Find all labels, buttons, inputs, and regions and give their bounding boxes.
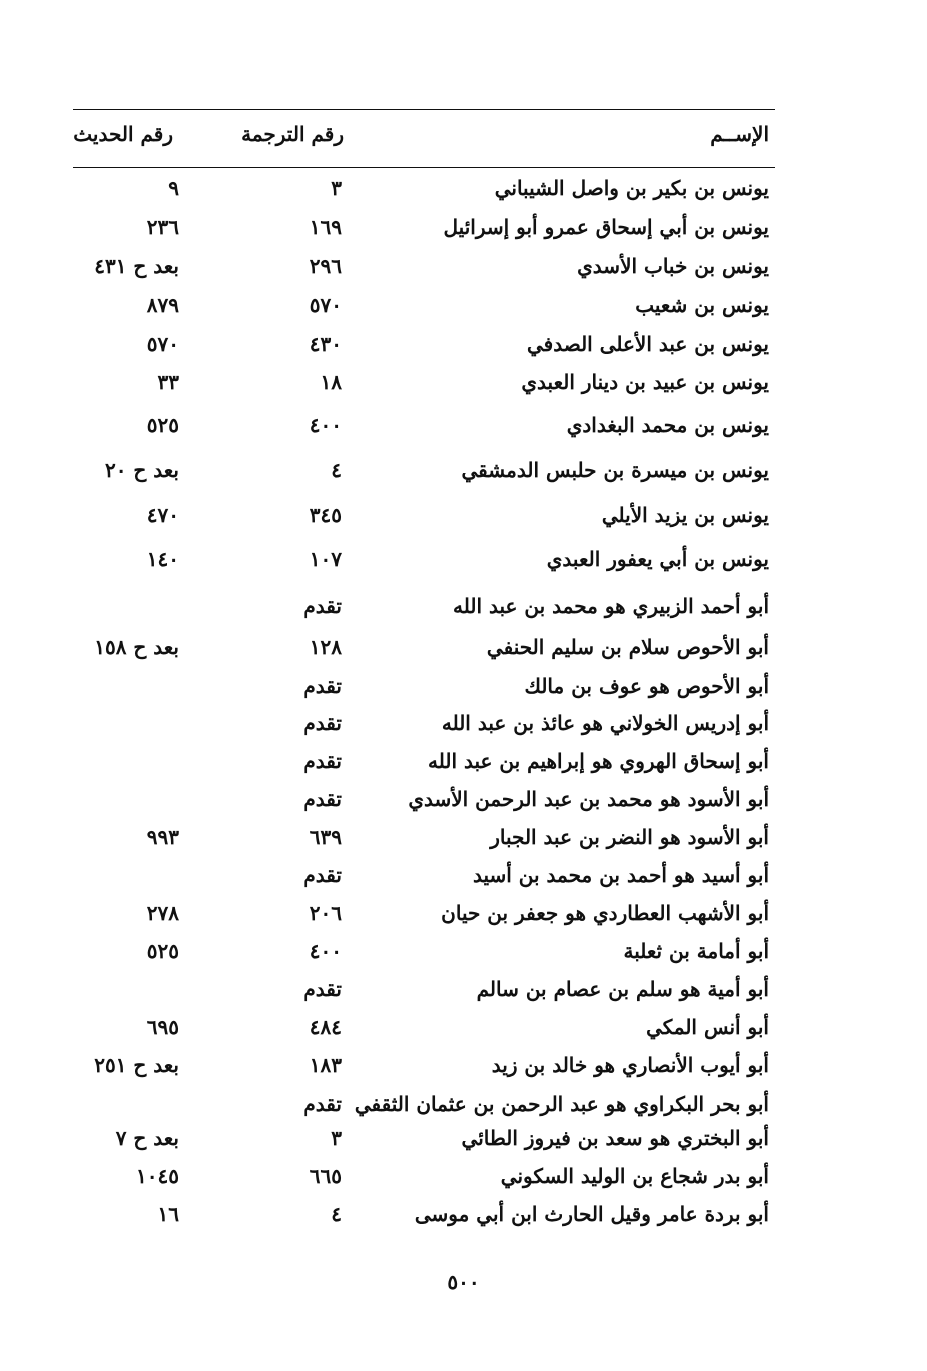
column-header-biography-number: رقم الترجمة — [241, 122, 344, 146]
table-row — [0, 252, 927, 288]
narrator-name: يونس بن عبد الأعلى الصدفي — [527, 332, 769, 356]
table-row — [0, 411, 927, 447]
column-header-name: الإســم — [710, 122, 769, 146]
narrator-name: أبو إدريس الخولاني هو عائذ بن عبد الله — [441, 711, 769, 735]
biography-number: تقدم — [303, 787, 342, 811]
table-row — [0, 368, 927, 404]
narrator-name: أبو الأسود هو النضر بن عبد الجبار — [490, 825, 769, 849]
table-row — [0, 672, 927, 708]
biography-number: ١٨ — [320, 370, 342, 394]
biography-number: ٤ — [331, 458, 342, 482]
hadith-number: ٩٩٣ — [146, 825, 179, 849]
narrator-name: أبو الأسود هو محمد بن عبد الرحمن الأسدي — [408, 787, 769, 811]
narrator-name: أبو أسيد هو أحمد بن محمد بن أسيد — [472, 863, 769, 887]
hadith-number: ٤٧٠ — [146, 503, 179, 527]
narrator-name: أبو بردة عامر وقيل الحارث ابن أبي موسى — [414, 1202, 769, 1226]
hadith-number: ٥٢٥ — [146, 939, 179, 963]
table-row — [0, 1162, 927, 1198]
table-row — [0, 1124, 927, 1160]
narrator-name: يونس بن محمد البغدادي — [566, 413, 769, 437]
biography-number: تقدم — [303, 863, 342, 887]
biography-number: ١٨٣ — [309, 1053, 342, 1077]
narrator-name: يونس بن أبي إسحاق عمرو أبو إسرائيل — [443, 215, 769, 239]
table-row — [0, 545, 927, 581]
table-row — [0, 501, 927, 537]
narrator-name: أبو أمامة بن ثعلبة — [623, 939, 769, 963]
biography-number: تقدم — [303, 749, 342, 773]
biography-number: ٥٧٠ — [309, 293, 342, 317]
narrator-name: يونس بن خباب الأسدي — [577, 254, 769, 278]
hadith-number: بعد ح ٢٥١ — [94, 1053, 179, 1077]
hadith-number: ١٤٠ — [146, 547, 179, 571]
biography-number: ٢٩٦ — [309, 254, 342, 278]
table-row — [0, 456, 927, 492]
table-row — [0, 1051, 927, 1087]
hadith-number: بعد ح ٢٠ — [104, 458, 179, 482]
biography-number: ٦٦٥ — [309, 1164, 342, 1188]
narrator-name: أبو بحر البكراوي هو عبد الرحمن بن عثمان الثقفي — [354, 1092, 769, 1116]
table-row — [0, 861, 927, 897]
narrator-name: أبو البختري هو سعد بن فيروز الطائي — [461, 1126, 769, 1150]
biography-number: تقدم — [303, 674, 342, 698]
narrator-name: أبو الأحوص سلام بن سليم الحنفي — [486, 635, 769, 659]
table-row — [0, 937, 927, 973]
narrator-name: أبو الأشهب العطاردي هو جعفر بن حيان — [441, 901, 769, 925]
hadith-number: ٥٧٠ — [146, 332, 179, 356]
biography-number: ٤٣٠ — [309, 332, 342, 356]
table-row — [0, 1013, 927, 1049]
table-row — [0, 1200, 927, 1236]
hadith-number: ١٠٤٥ — [136, 1164, 179, 1188]
narrator-name: يونس بن ميسرة بن حلبس الدمشقي — [461, 458, 769, 482]
narrator-name: أبو بدر شجاع بن الوليد السكوني — [500, 1164, 769, 1188]
table-row — [0, 213, 927, 249]
table-row — [0, 975, 927, 1011]
biography-number: ٤٨٤ — [309, 1015, 342, 1039]
hadith-number: بعد ح ٤٣١ — [94, 254, 179, 278]
table-row — [0, 291, 927, 327]
hadith-number: ٩ — [168, 176, 179, 200]
table-row — [0, 330, 927, 366]
biography-number: ٦٣٩ — [309, 825, 342, 849]
hadith-number: ٢٧٨ — [146, 901, 179, 925]
table-row — [0, 1090, 927, 1126]
hadith-number: بعد ح ١٥٨ — [94, 635, 179, 659]
hadith-number: ٨٧٩ — [146, 293, 179, 317]
table-row — [0, 174, 927, 210]
biography-number: ٣٤٥ — [309, 503, 342, 527]
narrator-name: يونس بن عبيد بن دينار العبدي — [521, 370, 769, 394]
biography-number: ٢٠٦ — [309, 901, 342, 925]
table-row — [0, 823, 927, 859]
hadith-number: ٢٣٦ — [146, 215, 179, 239]
hadith-number: بعد ح ٧ — [115, 1126, 179, 1150]
biography-number: ٤ — [331, 1202, 342, 1226]
biography-number: ٤٠٠ — [309, 413, 342, 437]
narrator-name: أبو إسحاق الهروي هو إبراهيم بن عبد الله — [428, 749, 769, 773]
narrator-name: أبو أمية هو سلم بن عصام بن سالم — [476, 977, 769, 1001]
hadith-number: ٥٢٥ — [146, 413, 179, 437]
table-row — [0, 785, 927, 821]
hadith-number: ٦٩٥ — [146, 1015, 179, 1039]
biography-number: ٣ — [331, 1126, 342, 1150]
column-header-hadith-number: رقم الحديث — [73, 122, 173, 146]
biography-number: ١٦٩ — [309, 215, 342, 239]
biography-number: ٤٠٠ — [309, 939, 342, 963]
narrator-name: أبو أحمد الزبيري هو محمد بن عبد الله — [453, 594, 769, 618]
table-row — [0, 709, 927, 745]
narrator-name: أبو الأحوص هو عوف بن مالك — [524, 674, 769, 698]
narrator-name: يونس بن بكير بن واصل الشيباني — [494, 176, 769, 200]
table-row — [0, 747, 927, 783]
narrator-name: يونس بن شعيب — [635, 293, 769, 317]
biography-number: تقدم — [303, 711, 342, 735]
table-row — [0, 633, 927, 669]
hadith-number: ١٦ — [157, 1202, 179, 1226]
page-number: ٥٠٠ — [447, 1270, 480, 1294]
biography-number: ١٠٧ — [309, 547, 342, 571]
biography-number: تقدم — [303, 594, 342, 618]
table-row — [0, 592, 927, 628]
narrator-name: أبو أيوب الأنصاري هو خالد بن زيد — [491, 1053, 769, 1077]
biography-number: تقدم — [303, 1092, 342, 1116]
narrator-name: يونس بن يزيد الأيلي — [601, 503, 769, 527]
narrator-name: أبو أنس المكي — [646, 1015, 769, 1039]
hadith-number: ٣٣ — [157, 370, 179, 394]
table-row — [0, 899, 927, 935]
biography-number: ١٢٨ — [309, 635, 342, 659]
narrator-name: يونس بن أبي يعفور العبدي — [546, 547, 769, 571]
biography-number: تقدم — [303, 977, 342, 1001]
biography-number: ٣ — [331, 176, 342, 200]
